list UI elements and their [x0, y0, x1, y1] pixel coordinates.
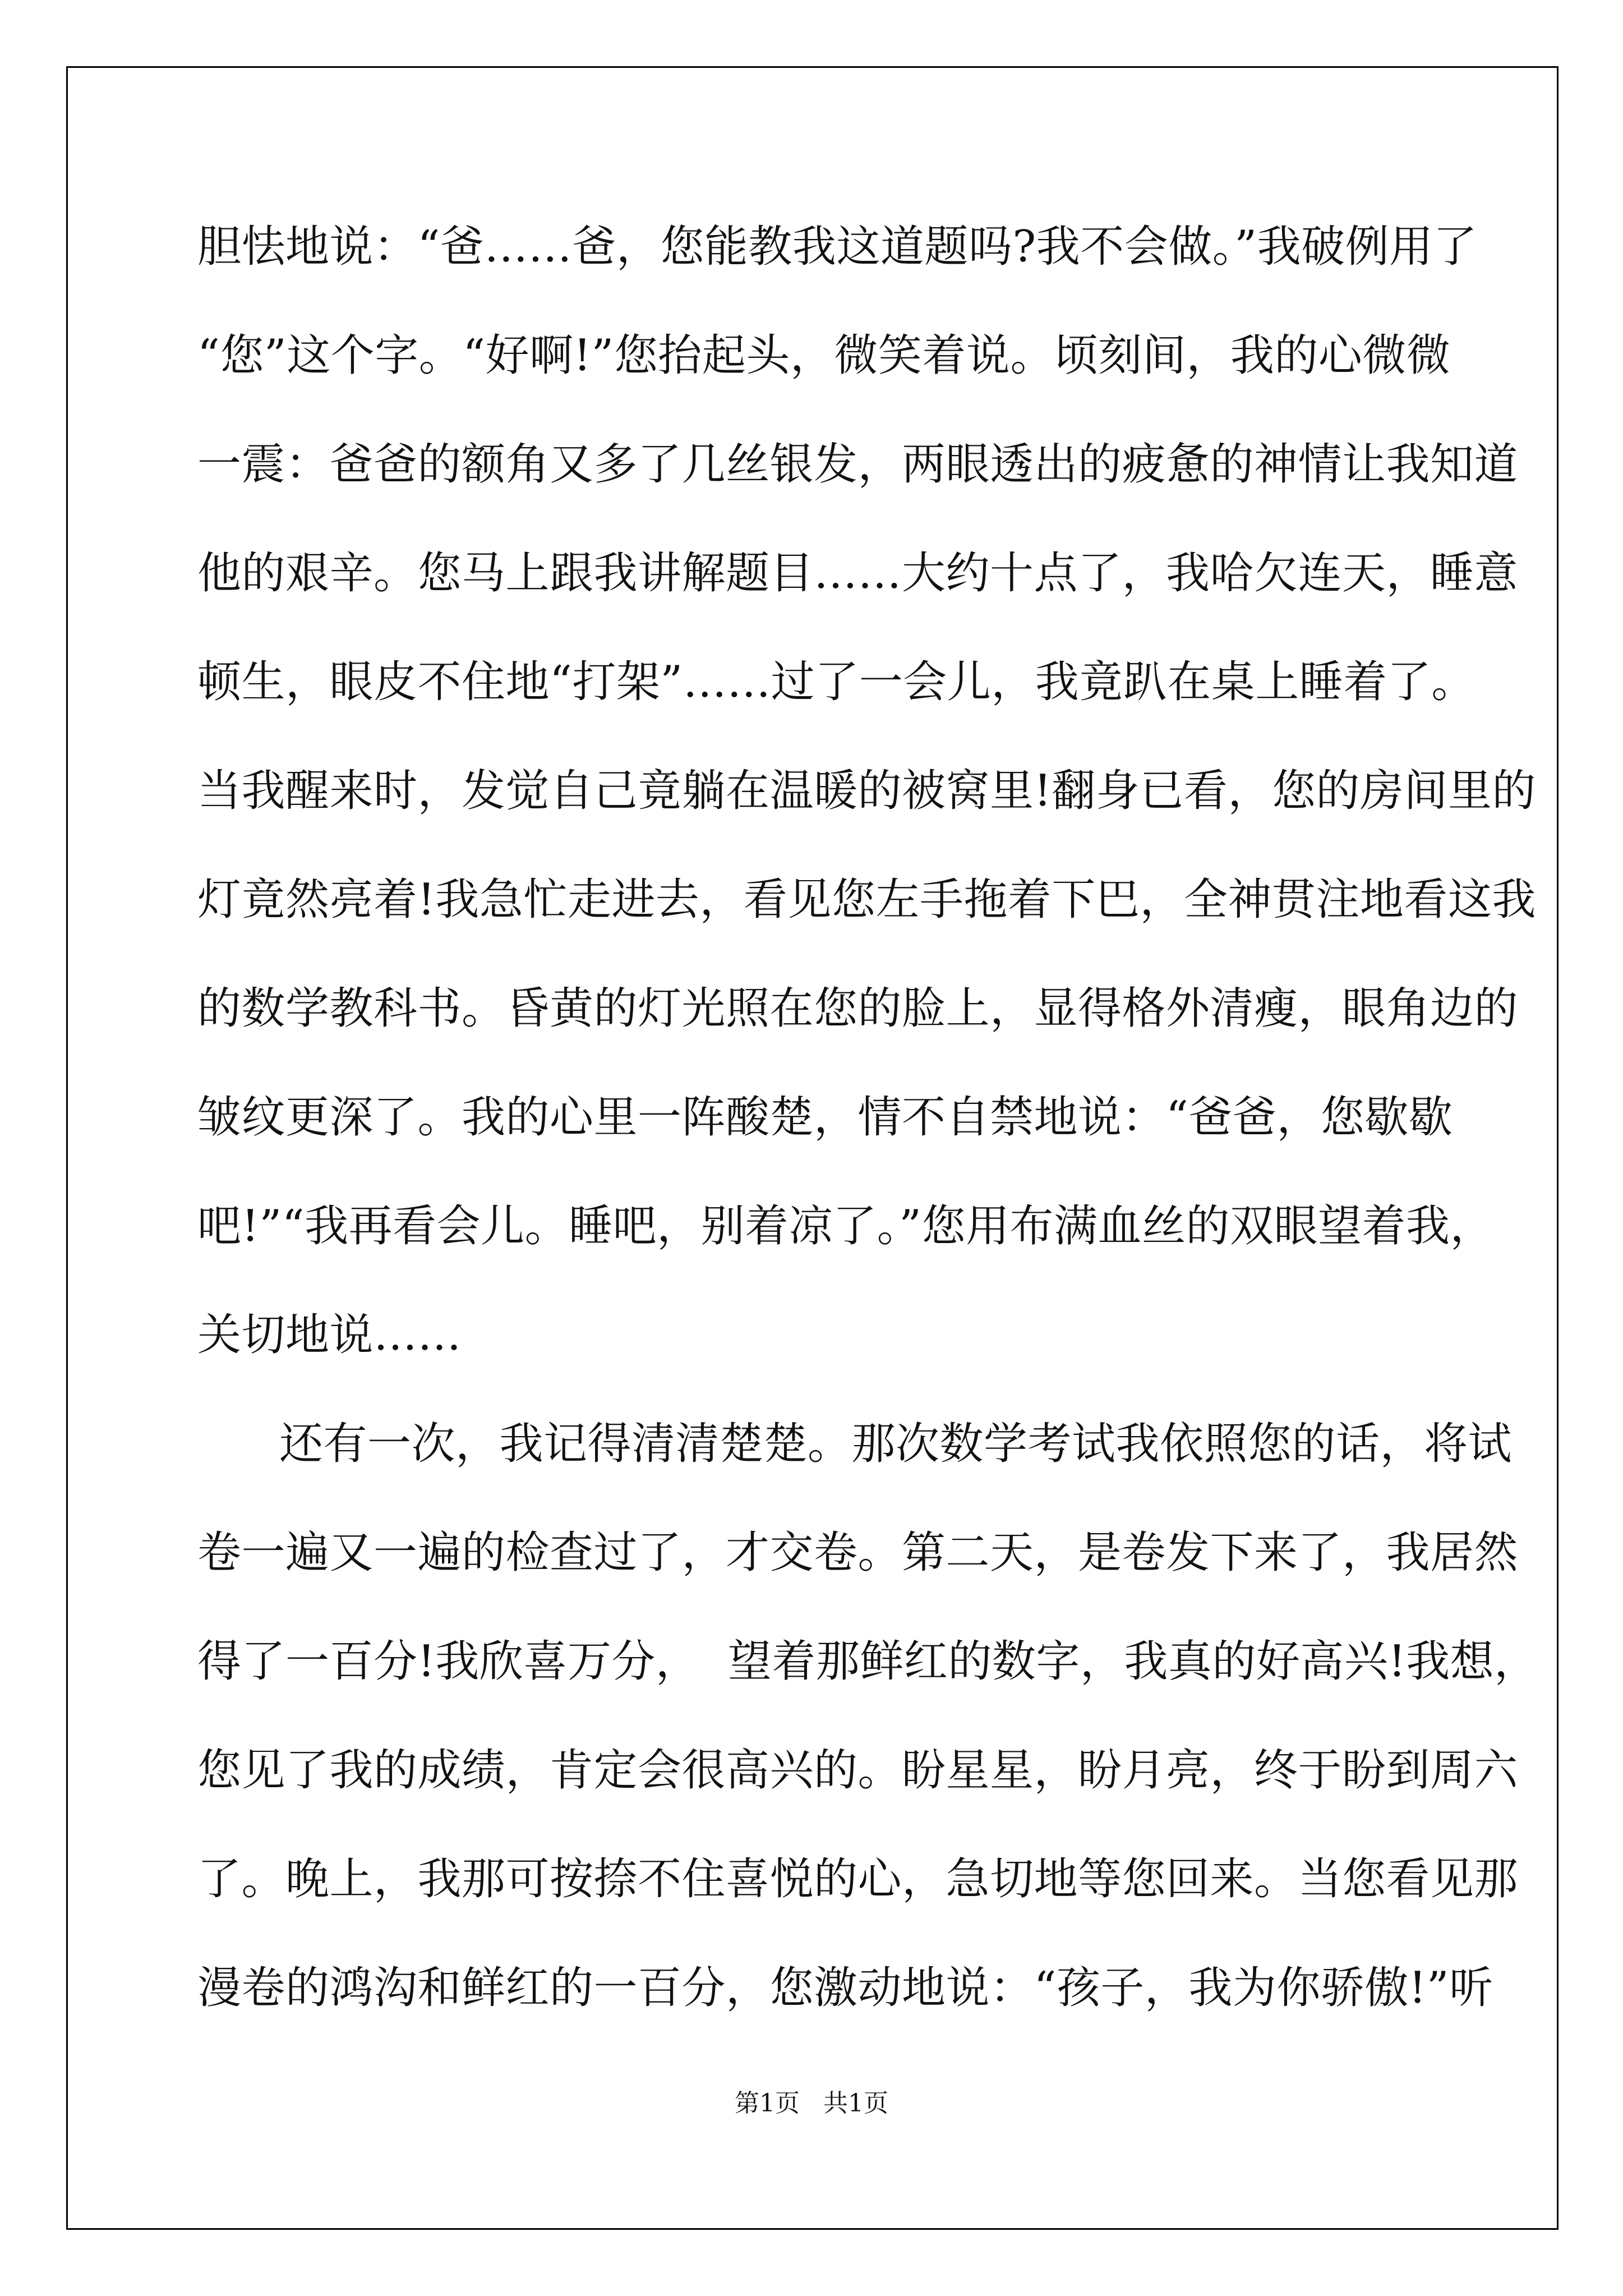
text-line: 关切地说……	[197, 1310, 462, 1360]
page-number-footer: 第1页 共1页	[735, 2089, 888, 2118]
text-line: “您”这个字。“好啊!”您抬起头，微笑着说。顷刻间，我的心微微	[197, 330, 1451, 381]
text-line: 灯竟然亮着!我急忙走进去，看见您左手拖着下巴，全神贯注地看这我	[197, 875, 1536, 925]
text-line: 漫卷的鸿沟和鲜红的一百分，您激动地说：“孩子，我为你骄傲!”听	[197, 1963, 1493, 2013]
text-line: 一震：爸爸的额角又多了几丝银发，两眼透出的疲惫的神情让我知道	[197, 439, 1519, 490]
text-line: 胆怯地说：“爸……爸，您能教我这道题吗?我不会做。”我破例用了	[197, 222, 1478, 272]
text-line: 的数学教科书。昏黄的灯光照在您的脸上，显得格外清瘦，眼角边的	[197, 983, 1519, 1034]
text-line: 了。晚上，我那可按捺不住喜悦的心，急切地等您回来。当您看见那	[197, 1854, 1519, 1904]
text-line: 顿生，眼皮不住地“打架”……过了一会儿，我竟趴在桌上睡着了。	[197, 657, 1476, 707]
text-line: 当我醒来时，发觉自己竟躺在温暖的被窝里!翻身已看，您的房间里的	[197, 766, 1536, 816]
paragraph-first-line: 还有一次，我记得清清楚楚。那次数学考试我依照您的话，将试	[279, 1419, 1513, 1469]
text-line: 您见了我的成绩，肯定会很高兴的。盼星星，盼月亮，终于盼到周六	[197, 1745, 1519, 1796]
text-line: 他的艰辛。您马上跟我讲解题目……大约十点了，我哈欠连天，睡意	[197, 548, 1519, 599]
text-line: 得了一百分!我欣喜万分， 望着那鲜红的数字，我真的好高兴!我想，	[197, 1636, 1538, 1687]
text-line: 卷一遍又一遍的检查过了，才交卷。第二天，是卷发下来了，我居然	[197, 1527, 1519, 1578]
text-line: 吧!”“我再看会儿。睡吧，别着凉了。”您用布满血丝的双眼望着我，	[197, 1201, 1494, 1251]
text-line: 皱纹更深了。我的心里一阵酸楚，情不自禁地说：“爸爸，您歇歇	[197, 1092, 1453, 1143]
